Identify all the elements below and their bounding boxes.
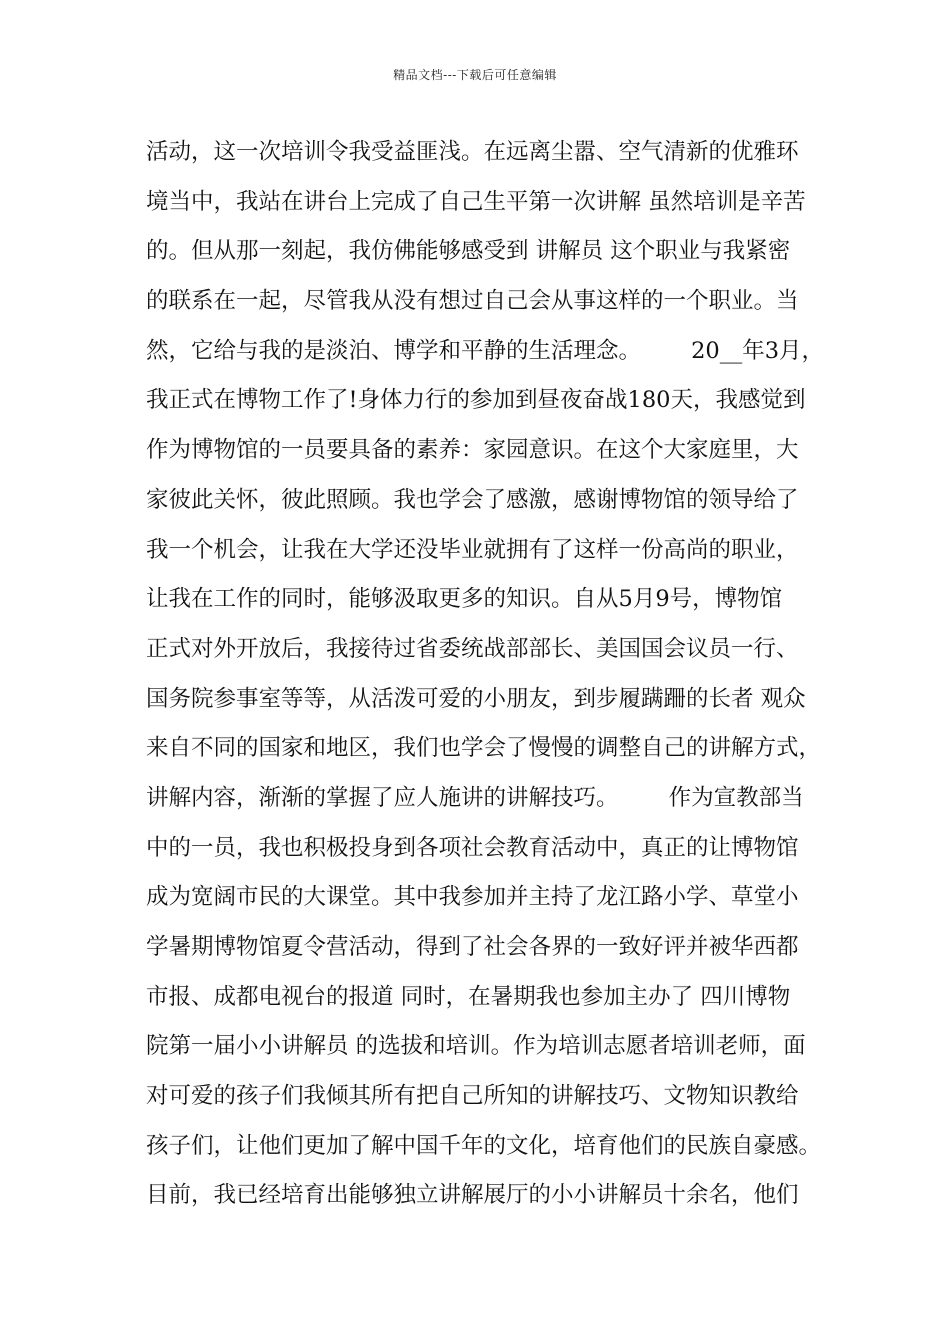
text-line: 让我在工作的同时，能够汲取更多的知识。自从5月9号，博物馆	[146, 586, 783, 613]
text-line: 作为博物馆的一员要具备的素养：家园意识。在这个大家庭里，大	[146, 437, 799, 464]
text-line: 成为宽阔市民的大课堂。其中我参加并主持了龙江路小学、草堂小	[146, 884, 799, 911]
text-line: 对可爱的孩子们我倾其所有把自己所知的讲解技巧、文物知识教给	[146, 1083, 799, 1110]
text-line: 我一个机会，让我在大学还没毕业就拥有了这样一份高尚的职业，	[146, 536, 799, 563]
text-line: 的。但从那一刻起，我仿佛能够感受到 讲解员 这个职业与我紧密	[146, 238, 791, 265]
text-line: 然，它给与我的是淡泊、博学和平静的生活理念。 20__年3月，	[146, 337, 825, 364]
text-line: 的联系在一起，尽管我从没有想过自己会从事这样的一个职业。当	[146, 288, 799, 315]
body-text	[146, 128, 826, 1221]
text-line: 学暑期博物馆夏令营活动，得到了社会各界的一致好评并被华西都	[146, 934, 799, 960]
text-line: 孩子们，让他们更加了解中国千年的文化，培育他们的民族自豪感。	[146, 1132, 822, 1159]
text-line: 我正式在博物工作了!身体力行的参加到昼夜奋战180天，我感觉到	[146, 387, 806, 414]
text-line: 家彼此关怀，彼此照顾。我也学会了感激，感谢博物馆的领导给了	[146, 486, 799, 513]
text-line: 正式对外开放后，我接待过省委统战部部长、美国国会议员一行、	[146, 635, 799, 662]
text-line: 活动，这一次培训令我受益匪浅。在远离尘嚣、空气清新的优雅环	[146, 139, 799, 165]
text-line: 国务院参事室等等，从活泼可爱的小朋友，到步履蹒跚的长者 观众	[146, 685, 806, 712]
text-line: 讲解内容，渐渐的掌握了应人施讲的讲解技巧。 作为宣教部当	[146, 784, 804, 811]
page-header: 精品文档---下载后可任意编辑	[393, 68, 557, 82]
text-line: 境当中，我站在讲台上完成了自己生平第一次讲解 虽然培训是辛苦	[146, 188, 806, 215]
text-line: 市报、成都电视台的报道 同时，在暑期我也参加主办了 四川博物	[146, 983, 791, 1010]
text-line: 院第一届小小讲解员 的选拔和培训。作为培训志愿者培训老师，面	[146, 1033, 806, 1060]
text-line: 来自不同的国家和地区，我们也学会了慢慢的调整自己的讲解方式，	[146, 735, 822, 762]
text-line: 目前，我已经培育出能够独立讲解展厅的小小讲解员十余名，他们	[146, 1182, 799, 1209]
text-line: 中的一员，我也积极投身到各项社会教育活动中，真正的让博物馆	[146, 834, 799, 861]
